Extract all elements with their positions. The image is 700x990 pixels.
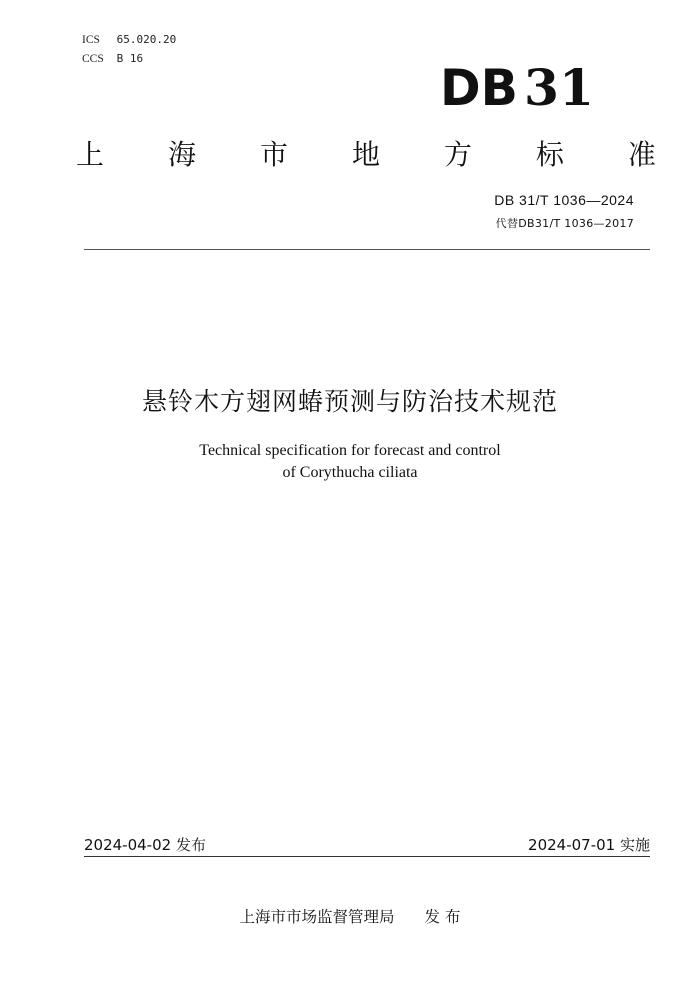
ics-label: ICS [82,34,100,46]
standard-type-char: 市 [259,138,288,171]
implementation-date: 2024-07-01 实施 [528,836,650,854]
standard-type-char: 标 [535,138,564,171]
standard-number: DB 31/T 1036—2024 [494,192,634,208]
publish-label: 发 布 [424,908,461,926]
header-divider [84,249,650,250]
publisher-line [0,905,700,927]
title-en-line1: Technical specification for forecast and control [199,442,501,459]
document-title-en [0,440,700,484]
title-en-line2: of Corythucha ciliata [282,464,418,481]
footer-divider [84,856,650,857]
db-logo-letters: DB [440,59,518,117]
standard-type-char: 上 [76,138,105,171]
issue-date: 2024-04-02 发布 [84,836,206,854]
ccs-label: CCS [82,53,104,65]
document-title-cn: 悬铃木方翅网蝽预测与防治技术规范 [141,387,558,416]
ccs-value: B 16 [116,52,144,65]
standard-type-title [76,133,656,173]
publisher-name: 上海市市场监督管理局 [239,908,395,926]
ccs-code [82,52,143,65]
standard-type-char: 方 [443,138,472,171]
db31-logo [440,58,600,118]
ics-value: 65.020.20 [116,33,177,46]
db-logo-number: 31 [524,58,594,117]
standard-type-char: 海 [167,138,196,171]
replaces-standard: 代替DB31/T 1036—2017 [495,217,634,230]
standard-type-char: 准 [627,138,656,171]
ics-code [82,33,176,46]
standard-type-char: 地 [351,138,380,171]
